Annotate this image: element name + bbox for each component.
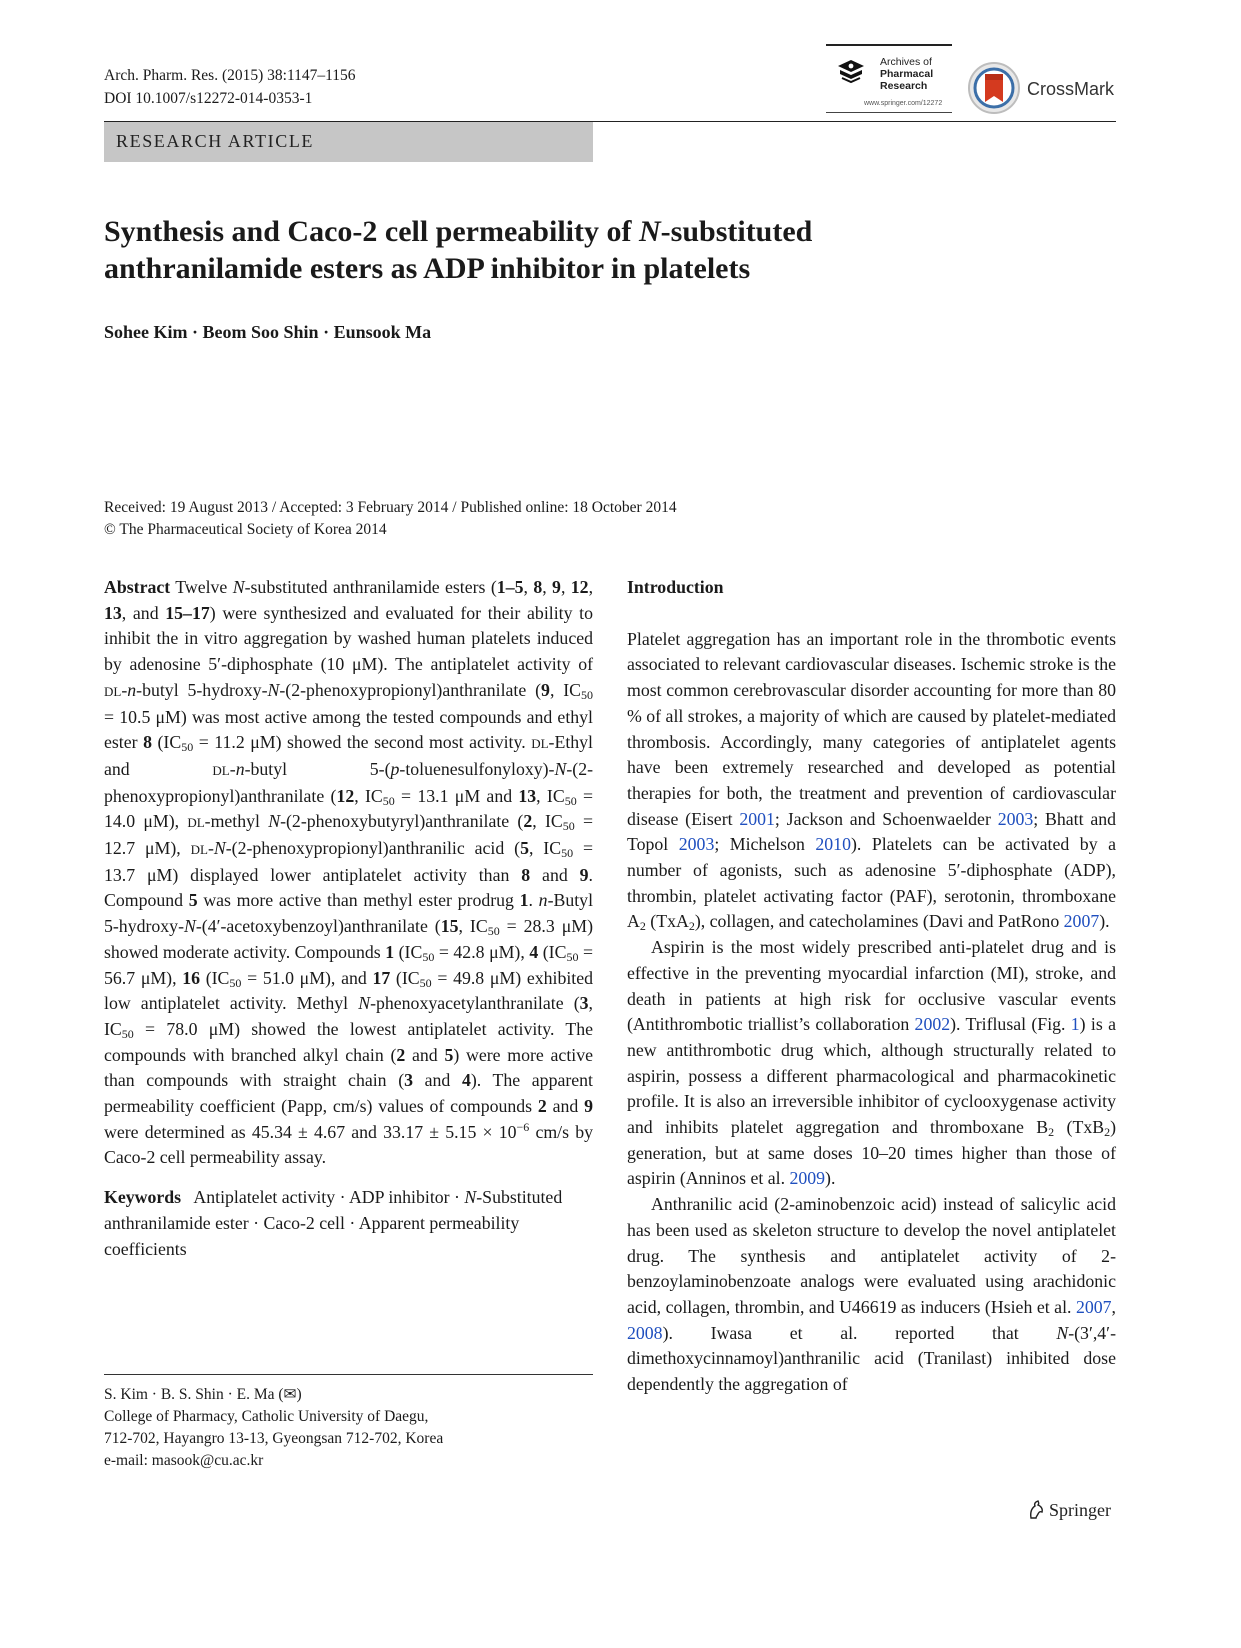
publication-dates: Received: 19 August 2013 / Accepted: 3 February 2014 / Published online: 18 October 2014 © The Pharmaceutical Society of Korea 2014 — [104, 497, 677, 541]
keyword: Apparent permeability coefficients — [104, 1212, 520, 1259]
author-name[interactable]: Eunsook Ma — [333, 322, 432, 342]
keywords: Keywords Antiplatelet activity · ADP inhibitor · N-Substituted anthranilamide ester · Caco-2 cell · Apparent permeability coefficients — [104, 1187, 563, 1259]
envelope-icon: (✉) — [278, 1386, 302, 1403]
abstract-label: Abstract — [104, 577, 171, 597]
keywords-label: Keywords — [104, 1187, 182, 1208]
citation-link[interactable]: 2009 — [789, 1168, 826, 1189]
doi[interactable]: DOI 10.1007/s12272-014-0353-1 — [104, 90, 313, 107]
citation-link[interactable]: 2001 — [739, 808, 775, 829]
citation-link[interactable]: 2003 — [997, 808, 1034, 829]
paper-title: Synthesis and Caco-2 cell permeability of N-substituted anthranilamide esters as ADP inhibitor in platelets — [104, 215, 813, 285]
received-date: Received: 19 August 2013 — [104, 499, 269, 516]
keyword: -Substituted anthranilamide ester — [104, 1187, 563, 1233]
author-name[interactable]: Sohee Kim — [104, 322, 188, 342]
citation-link[interactable]: 2002 — [914, 1014, 951, 1035]
copyright: © The Pharmaceutical Society of Korea 2014 — [104, 521, 387, 538]
journal-logo-text: Archives of Pharmacal Research — [880, 56, 934, 92]
intro-paragraph-3: Anthranilic acid (2-aminobenzoic acid) instead of salicylic acid has been used as skeleton structure to develop the novel antiplatelet drug. The synthesis and antiplatelet activity of 2-benzoylaminobenzoate analogs were evaluated using arachidonic acid, collagen, thrombin, and U46619 as inducers (Hsieh et al. 2007, 2008). Iwasa et al. reported that N-(3′,4′-dimethoxycinnamoyl)anthranilic acid (Tranilast) inhibited dose dependently the aggregation of — [627, 1194, 1116, 1395]
article-type-banner — [104, 122, 593, 162]
journal-url: www.springer.com/12272 — [864, 100, 943, 107]
crossmark-label[interactable]: CrossMark — [1027, 79, 1115, 99]
journal-logo[interactable] — [826, 44, 952, 113]
keyword: Antiplatelet activity — [193, 1187, 336, 1208]
email[interactable]: e-mail: masook@cu.ac.kr — [104, 1452, 264, 1469]
figure-link[interactable]: 1 — [1070, 1014, 1080, 1035]
citation-link[interactable]: 2007 — [1075, 1296, 1112, 1317]
left-column — [104, 575, 593, 1262]
intro-paragraph-1: Platelet aggregation has an important role in the thrombotic events associated to relevant cardiovascular diseases. Ischemic stroke is the most common cerebrovascular disorder accounting for more than 80 % of all strokes, a majority of which are caused by platelet-mediated thrombosis. Accordingly, many categories of antiplatelet agents have been extremely researched and developed as potential therapies for both, the treatment and prevention of cardiovascular disease (Eisert 2001; Jackson and Schoenwaelder 2003; Bhatt and Topol 2003; Michelson 2010). Platelets can be activated by a number of agonists, such as adenosine 5′-diphosphate (ADP), thrombin, platelet activating factor (PAF), serotonin, thromboxane $A_2$ (TxA$_2$), collagen, and catecholamines (Davi and PatRono 2007). — [627, 628, 1117, 934]
publisher-name: Springer — [1049, 1500, 1111, 1520]
author-name[interactable]: Beom Soo Shin — [202, 322, 319, 342]
section-heading-introduction: Introduction — [627, 577, 724, 597]
right-column — [627, 575, 1116, 1398]
journal-info — [104, 64, 356, 110]
article-type: RESEARCH ARTICLE — [116, 131, 315, 151]
citation-link[interactable]: 2003 — [678, 834, 715, 855]
author-list: Sohee Kim · Beom Soo Shin · Eunsook Ma — [104, 322, 432, 342]
intro-paragraph-2: Aspirin is the most widely prescribed anti-platelet drug and is effective in the preventing myocardial infarction (MI), stroke, and death in patients at high risk for occlusive vascular events (Antithrombotic triallist’s collaboration 2002). Triflusal (Fig. 1) is a new antithrombotic drug which, although structurally related to aspirin, possess a different pharmacological and pharmacokinetic profile. It is also an irreversible inhibitor of cyclooxygenase activity and inhibits platelet aggregation and thromboxane $B_2$ (TxB$_2$) generation, but at same doses 10–20 times higher than those of aspirin (Anninos et al. 2009). — [627, 937, 1116, 1189]
citation-link[interactable]: 2007 — [1063, 911, 1100, 932]
keyword: Caco-2 cell — [263, 1212, 345, 1233]
crossmark-icon[interactable] — [968, 60, 1020, 116]
accepted-date: Accepted: 3 February 2014 — [279, 499, 449, 516]
citation-link[interactable]: 2008 — [627, 1322, 663, 1343]
affiliation: S. Kim · B. S. Shin · E. Ma (✉) College of Pharmacy, Catholic University of Daegu, 712-702, Hayangro 13-13, Gyeongsan 712-702, Korea e-mail: masook@cu.ac.kr — [104, 1384, 443, 1472]
springer-horse-icon — [1027, 1500, 1045, 1520]
abstract: Abstract Twelve N-substituted anthranilamide esters (1–5, 8, 9, 12, 13, and 15–17) were synthesized and evaluated for their ability to inhibit the in vitro aggregation by washed human platelets induced by adenosine 5′-diphosphate (10 μM). The antiplatelet activity of DL-n-butyl 5-hydroxy-N-(2-phenoxypropionyl)anthranilate (9, $IC_{50} = 10.5$ μM) was most active among the tested compounds and ethyl ester 8 ($IC_{50} = 11.2$ μM) showed the second most activity. DL-Ethyl and DL-n-butyl 5-(p-toluenesulfonyloxy)-N-(2-phenoxypropionyl)anthranilate (12, $IC_{50} = 13.1$ μM and 13, $IC_{50} = 14.0$ μM), DL-methyl N-(2-phenoxybutyryl)anthranilate (2, $IC_{50} = 12.7$ μM), DL-N-(2-phenoxypropionyl)anthranilic acid (5, $IC_{50} = 13.7$ μM) displayed lower antiplatelet activity than 8 and 9. Compound 5 was more active than methyl ester prodrug 1. n-Butyl 5-hydroxy-N-(4′-acetoxybenzoyl)anthranilate (15, $IC_{50} = 28.3$ μM) showed moderate activity. Compounds 1 ($IC_{50} = 42.8$ μM), 4 ($IC_{50} = 56.7$ μM), 16 ($IC_{50} = 51.0$ μM), and 17 ($IC_{50} = 49.8$ μM) exhibited low antiplatelet activity. Methyl N-phenoxyacetylanthranilate (3, $IC_{50} = 78.0$ μM) showed the lowest antiplatelet activity. The compounds with branched alkyl chain (2 and 5) were more active than compounds with straight chain (3 and 4). The apparent permeability coefficient (Papp, cm/s) values of compounds 2 and 9 were determined as 45.34 ± 4.67 and $33.17 \pm 5.15 \times 10^{-6}$ cm/s by Caco-2 cell permeability assay. — [104, 577, 594, 1168]
affiliation-authors: S. Kim · B. S. Shin · E. Ma — [104, 1386, 275, 1403]
published-date: Published online: 18 October 2014 — [460, 499, 677, 516]
citation-link[interactable]: 2010 — [815, 834, 851, 855]
footnote-rule — [104, 1374, 593, 1375]
springer-logo[interactable] — [1027, 1500, 1111, 1521]
citation: Arch. Pharm. Res. (2015) 38:1147–1156 — [104, 67, 356, 84]
keyword: ADP inhibitor — [348, 1187, 450, 1208]
journal-logo-icon — [836, 58, 866, 84]
